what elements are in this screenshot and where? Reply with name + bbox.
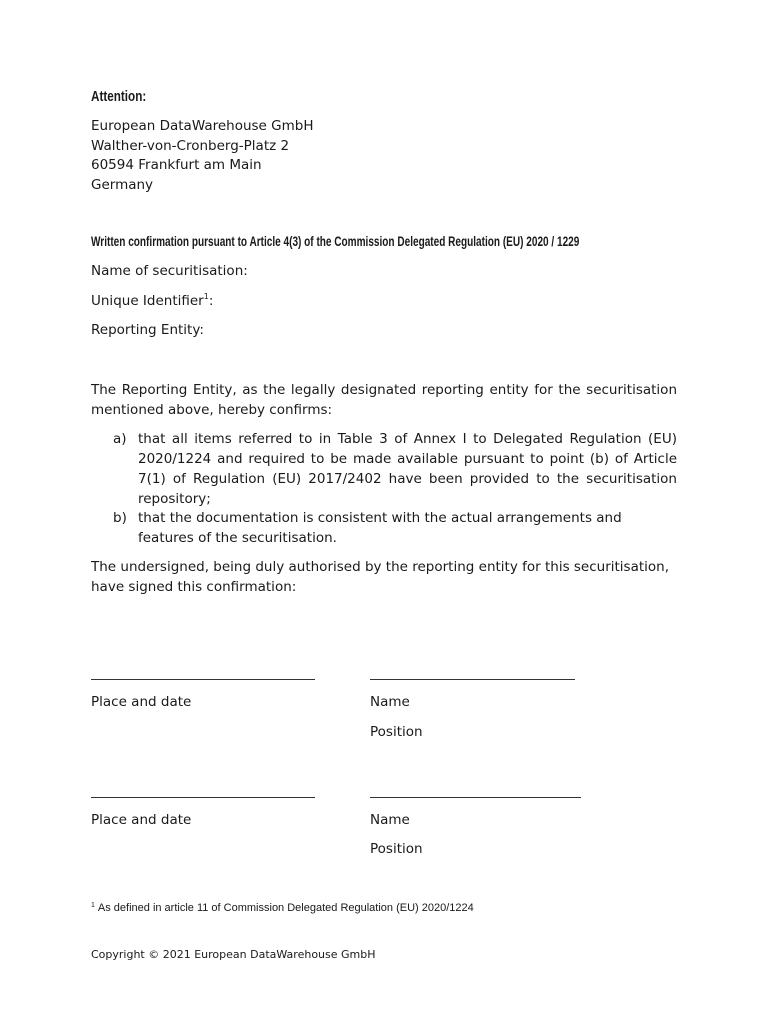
list-item-text: that all items referred to in Table 3 of Annex I to Delegated Regulation (EU) 2020/1224 and required to be made available pursuant to point (b) of Article 7(1) of Regulation (EU) 2017/2402 have been provided to the securitisation repository;: [138, 431, 677, 507]
reporting-entity-field: Reporting Entity:: [91, 322, 204, 338]
list-marker: a): [113, 431, 127, 447]
name-label: Name: [370, 812, 410, 828]
place-date-label: Place and date: [91, 694, 192, 710]
document-heading: Written confirmation pursuant to Article 4(3) of the Commission Delegated Regulation (EU) 2020 / 1229: [91, 234, 580, 249]
field-colon: :: [208, 293, 214, 309]
list-item: [113, 429, 677, 509]
address-line: 60594 Frankfurt am Main: [91, 157, 262, 174]
place-date-label: Place and date: [91, 812, 192, 828]
address-line: Walther-von-Cronberg-Platz 2: [91, 137, 290, 154]
attention-title: Attention:: [91, 88, 147, 105]
signature-line-place-date: [91, 797, 315, 798]
securitisation-name-field: Name of securitisation:: [91, 263, 248, 279]
list-item: [113, 508, 677, 548]
signed-statement: The undersigned, being duly authorised by the reporting entity for this securitisation, have signed this confirmation:: [91, 559, 670, 595]
footnote-reference: 1: [203, 292, 209, 301]
footnote-marker: 1: [91, 902, 95, 909]
list-item-text: that the documentation is consistent with the actual arrangements and features of the securitisation.: [138, 510, 622, 546]
address-line: European DataWarehouse GmbH: [91, 118, 314, 134]
list-marker: b): [113, 510, 127, 526]
signature-line-name: [370, 679, 575, 680]
position-label: Position: [370, 841, 423, 857]
footnote: [91, 902, 474, 914]
recipient-address: [91, 117, 313, 195]
confirmation-intro: The Reporting Entity, as the legally designated reporting entity for the securitisation mentioned above, hereby confirms:: [91, 382, 677, 418]
address-line: Germany: [91, 176, 154, 193]
name-label: Name: [370, 694, 410, 710]
unique-identifier-label: Unique Identifier: [91, 293, 204, 309]
signature-line-name: [370, 797, 581, 798]
copyright-notice: Copyright © 2021 European DataWarehouse GmbH: [91, 948, 376, 961]
signature-line-place-date: [91, 679, 315, 680]
position-label: Position: [370, 724, 423, 740]
footnote-text: As defined in article 11 of Commission Delegated Regulation (EU) 2020/1224: [97, 902, 474, 914]
unique-identifier-field: [91, 292, 213, 309]
